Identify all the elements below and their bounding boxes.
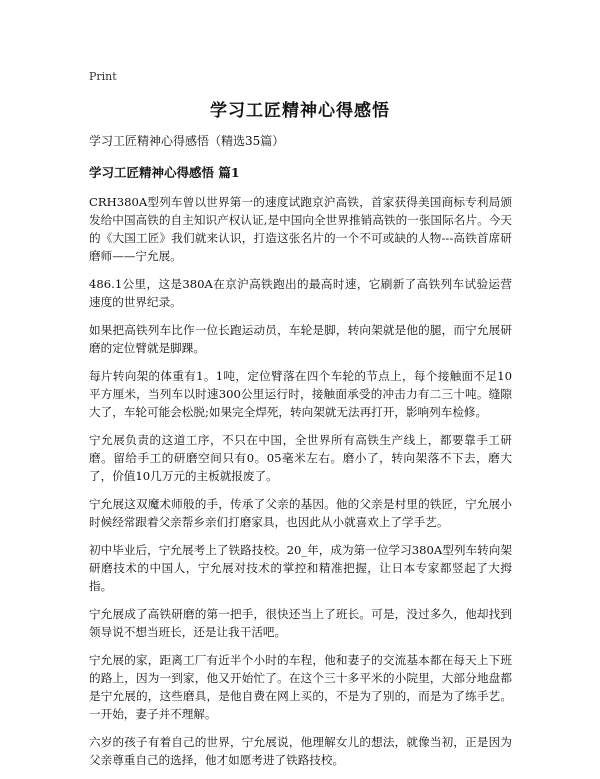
paragraph: 初中毕业后，宁允展考上了铁路技校。20_年，成为第一位学习380A型列车转向架研磨技术的中国人，宁允展对技术的掌控和精准把握，让日本专家都竖起了大拇指。 (89, 543, 512, 593)
section-heading: 学习工匠精神心得感悟 篇1 (89, 165, 240, 180)
paragraph: 六岁的孩子有着自己的世界，宁允展说，他理解女儿的想法，就像当初，正是因为父亲尊重自己的选择，他才如愿考进了铁路技校。 (89, 735, 512, 767)
paragraph: CRH380A型列车曾以世界第一的速度试跑京沪高铁，首家获得美国商标专利局颁发给中国高铁的自主知识产权认证,是中国向全世界推销高铁的一张国际名片。今天的《大国工匠》我们就来认识，打造这张名片的一个不可或缺的人物---高铁首席研磨师——宁允展。 (89, 195, 512, 263)
paragraph: 宁允展的家，距离工厂有近半个小时的车程，他和妻子的交流基本都在每天上下班的路上，因为一到家，他又开始忙了。在这个三十多平米的小院里，大部分地盘都是宁允展的，这些磨具，是他自费在网上买的，不是为了别的，而是为了练手艺。一开始，妻子并不理解。 (89, 653, 512, 721)
paragraph: 宁允展这双魔术师般的手，传承了父亲的基因。他的父亲是村里的铁匠，宁允展小时候经常跟着父亲帮乡亲们打磨家具，也因此从小就喜欢上了学手艺。 (89, 497, 512, 529)
paragraph: 486.1公里，这是380A在京沪高铁跑出的最高时速，它刷新了高铁列车试验运营速度的世界纪录。 (89, 277, 512, 309)
document-title: 学习工匠精神心得感悟 (210, 101, 390, 121)
document-subtitle: 学习工匠精神心得感悟（精选35篇） (89, 134, 285, 148)
paragraph: 宁允展成了高铁研磨的第一把手，很快还当上了班长。可是，没过多久，他却找到领导说不想当班长，还是让我干活吧。 (89, 607, 512, 639)
paragraph: 宁允展负责的这道工序，不只在中国，全世界所有高铁生产线上，都要靠手工研磨。留给手工的研磨空间只有0。05毫米左右。磨小了，转向架落不下去，磨大了，价值10几万元的主板就报废了。 (89, 433, 512, 483)
paragraph: 如果把高铁列车比作一位长跑运动员，车轮是脚，转向架就是他的腿，而宁允展研磨的定位臂就是脚踝。 (89, 323, 512, 355)
print-label[interactable]: Print (89, 70, 117, 83)
paragraph: 每片转向架的体重有1。1吨，定位臂落在四个车轮的节点上，每个接触面不足10平方厘米，当列车以时速300公里运行时，接触面承受的冲击力有二三十吨。缝隙大了，车轮可能会松脱;如果完全焊死，转向架就无法再打开，影响列车检修。 (89, 369, 512, 419)
document-body (89, 132, 512, 779)
